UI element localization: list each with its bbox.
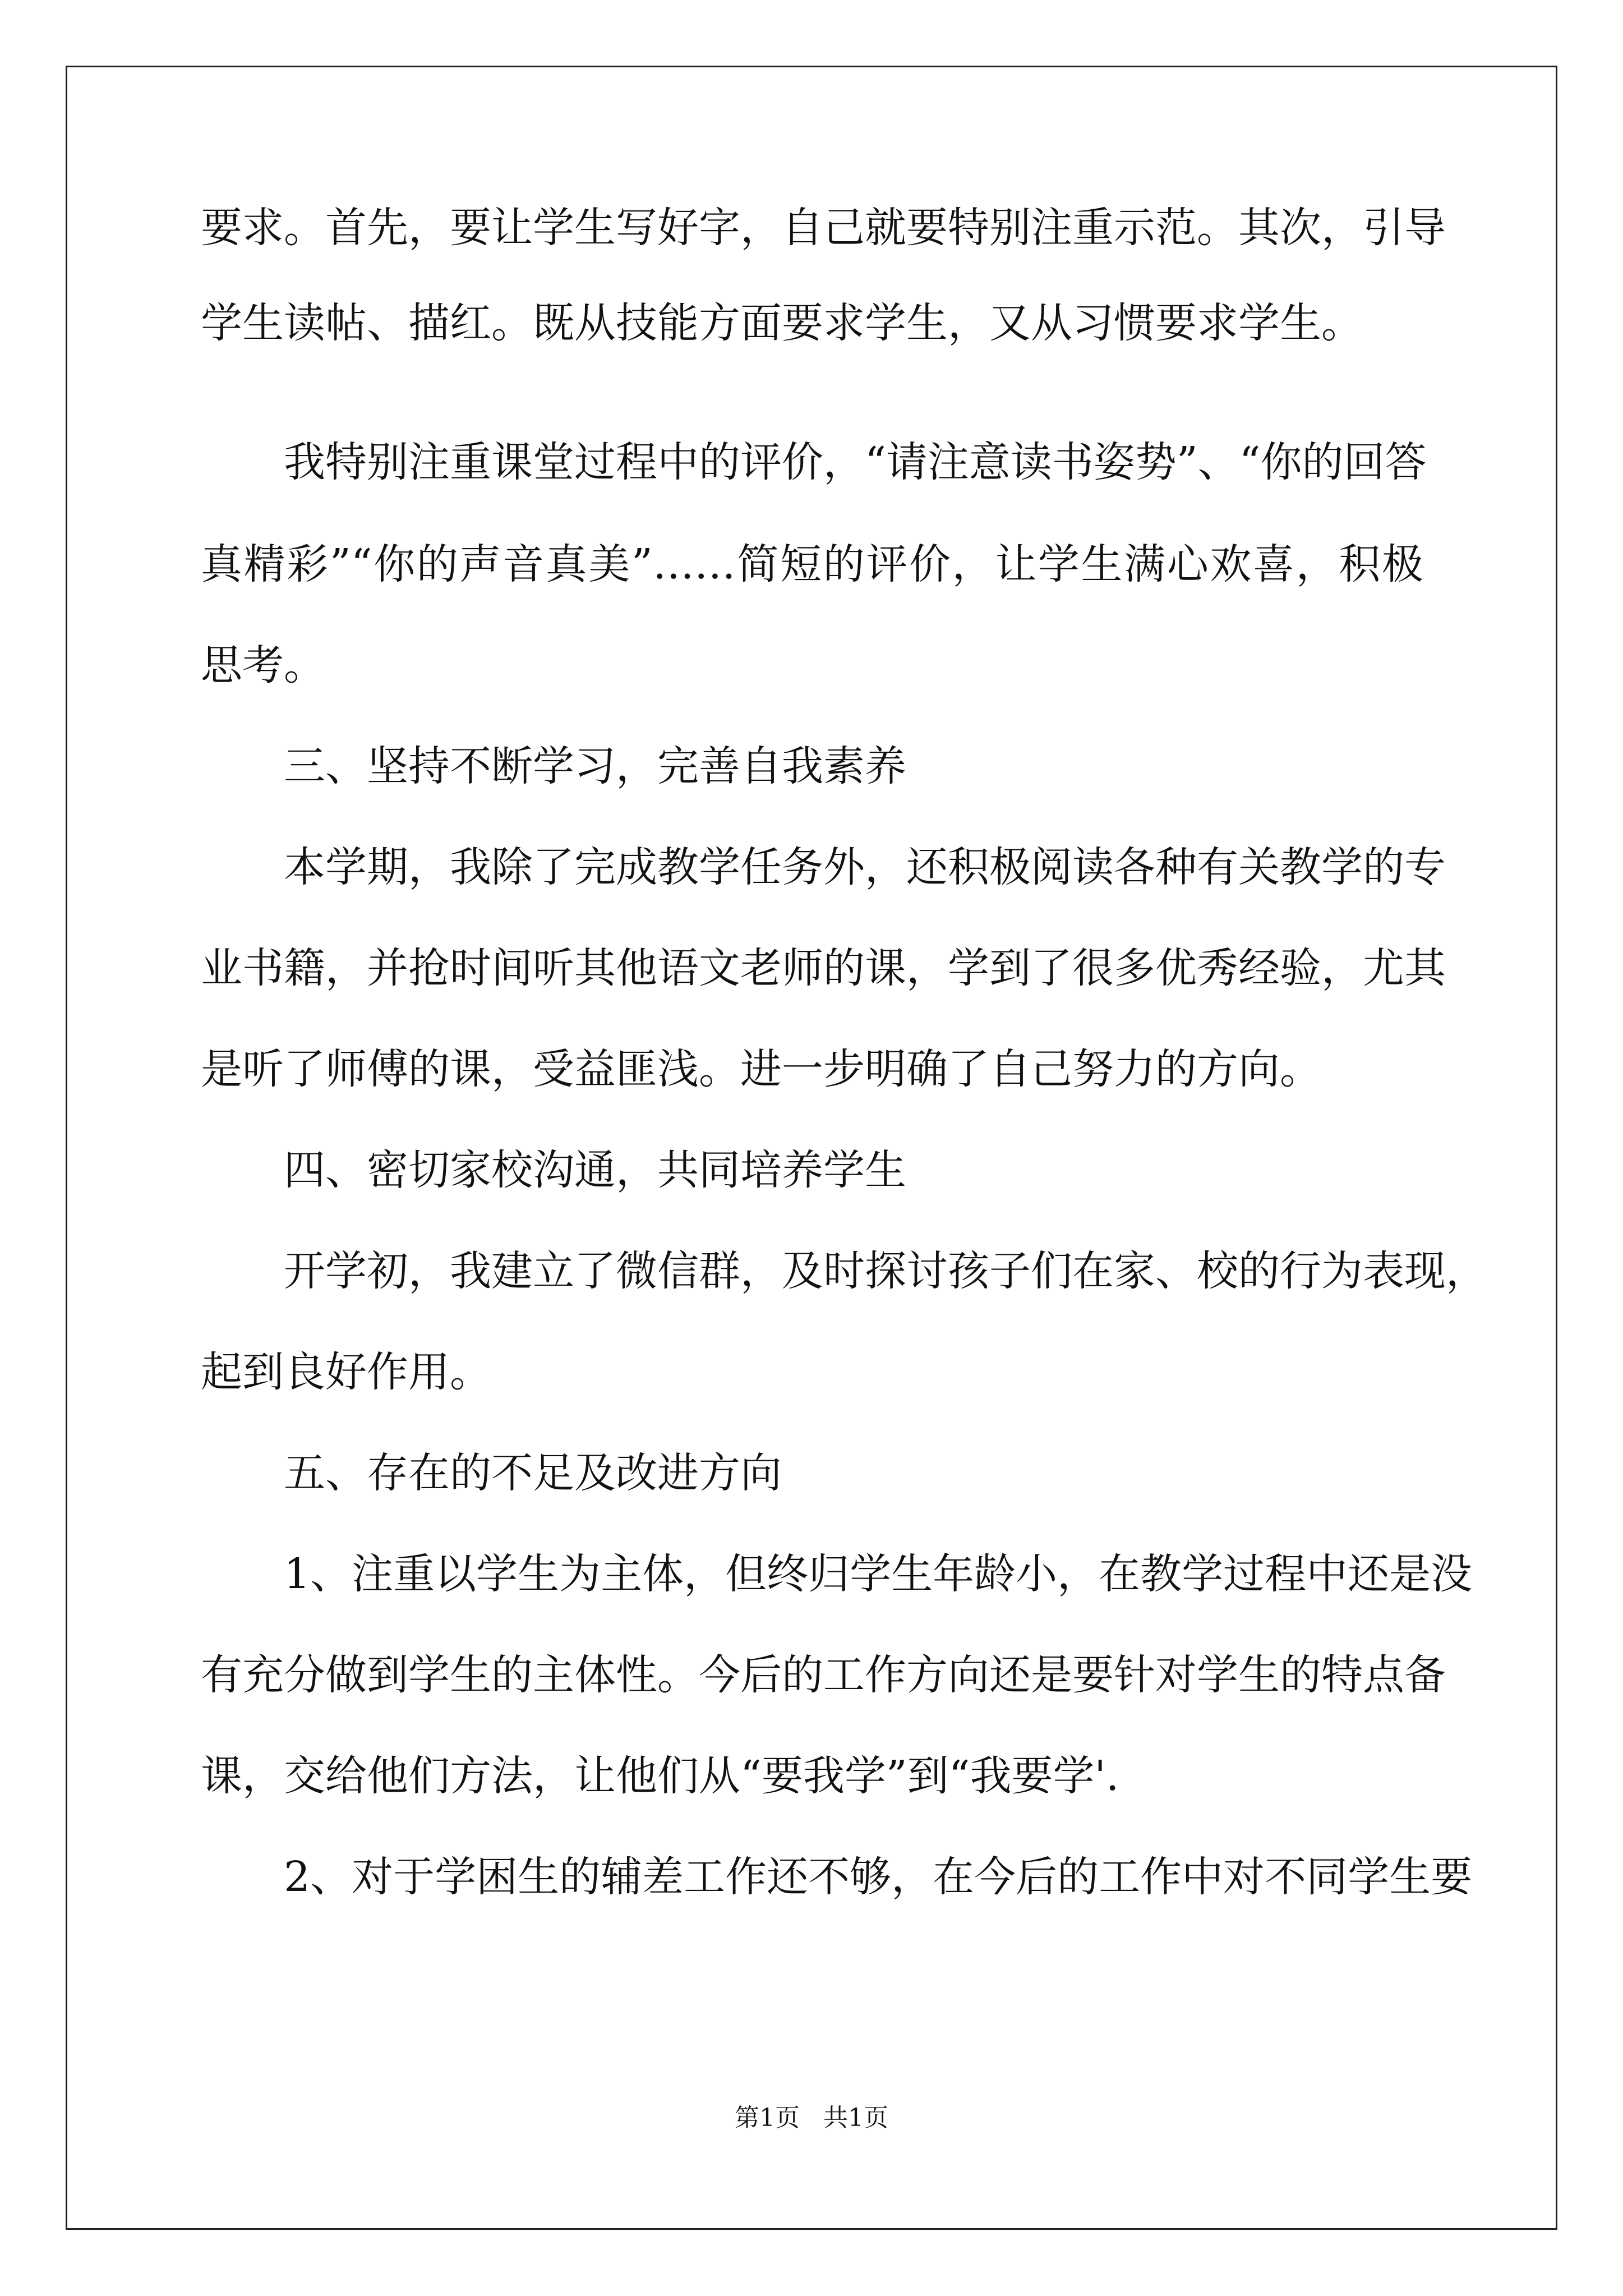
page-number: 第1页 [735, 2104, 800, 2132]
paragraph-line: 真精彩”“你的声音真美”……简短的评价，让学生满心欢喜，积极 [201, 540, 1423, 588]
paragraph-line: 开学初，我建立了微信群，及时探讨孩子们在家、校的行为表现， [284, 1247, 1487, 1295]
section-heading: 三、坚持不断学习，完善自我素养 [284, 742, 906, 790]
paragraph-line: 本学期，我除了完成教学任务外，还积极阅读各种有关教学的专 [284, 843, 1446, 891]
paragraph-line: 1、注重以学生为主体，但终归学生年龄小，在教学过程中还是没 [284, 1550, 1473, 1598]
section-heading: 四、密切家校沟通，共同培养学生 [284, 1146, 906, 1194]
section-heading: 五、存在的不足及改进方向 [284, 1449, 782, 1497]
paragraph-line: 是听了师傅的课，受益匪浅。进一步明确了自己努力的方向。 [201, 1045, 1321, 1093]
paragraph-line: 学生读帖、描红。既从技能方面要求学生，又从习惯要求学生。 [201, 299, 1363, 347]
paragraph-line: 我特别注重课堂过程中的评价，“请注意读书姿势”、“你的回答 [284, 438, 1427, 486]
paragraph-line: 2、对于学困生的辅差工作还不够，在今后的工作中对不同学生要 [284, 1853, 1473, 1901]
paragraph-line: 起到良好作用。 [201, 1348, 491, 1396]
paragraph-line: 业书籍，并抢时间听其他语文老师的课，学到了很多优秀经验，尤其 [201, 944, 1446, 992]
paragraph-line: 要求。首先，要让学生写好字，自己就要特别注重示范。其次，引导 [201, 204, 1446, 252]
total-pages: 共1页 [823, 2104, 888, 2132]
paragraph-line: 有充分做到学生的主体性。今后的工作方向还是要针对学生的特点备 [201, 1651, 1446, 1699]
page-footer [0, 2102, 1623, 2134]
paragraph-line: 思考。 [201, 641, 325, 689]
paragraph-line: 课，交给他们方法，让他们从“要我学”到“我要学'. [201, 1752, 1119, 1800]
